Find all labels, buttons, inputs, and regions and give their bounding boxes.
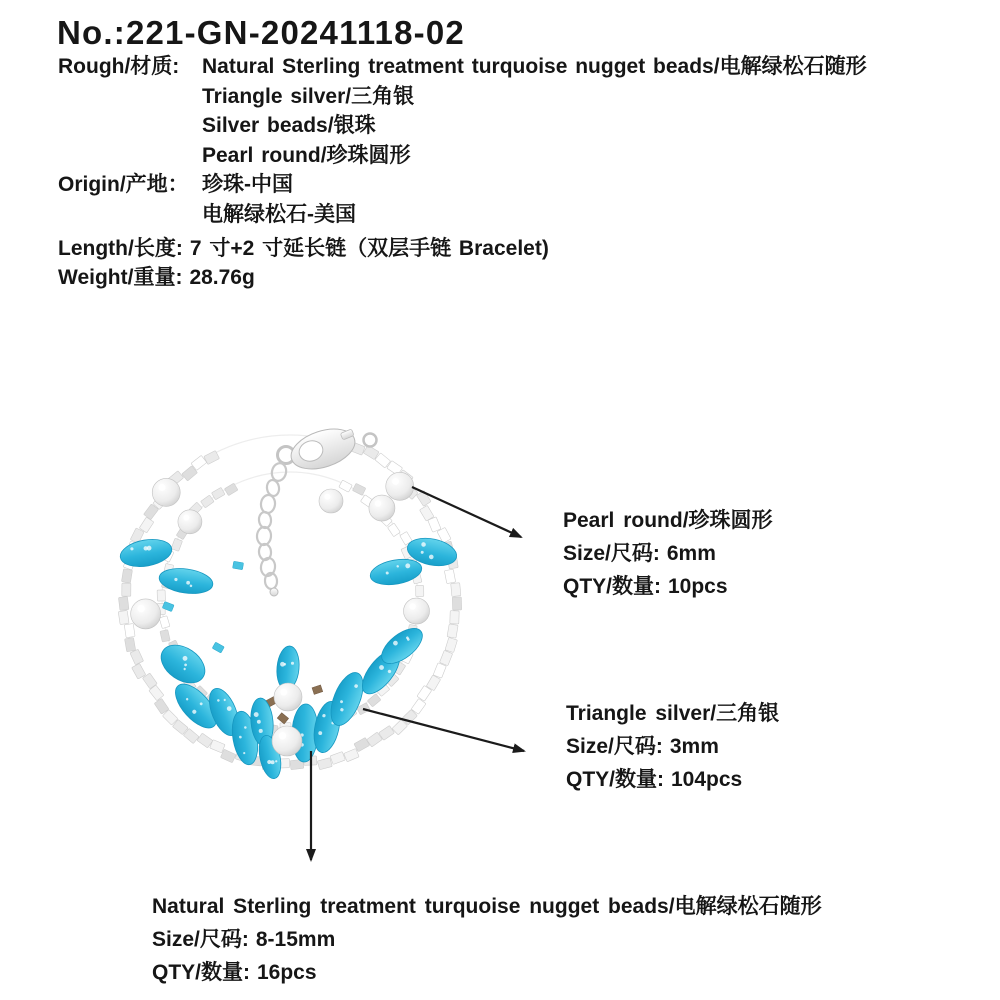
callout-triangle-silver-title: Triangle silver/三角银 [566, 702, 780, 725]
callout-turquoise-qty [152, 956, 822, 989]
qty-label: QTY/数量: [563, 575, 661, 598]
weight-value: 28.76g [189, 266, 255, 289]
rough-values [202, 52, 867, 170]
size-label: Size/尺码: [566, 735, 663, 758]
origin-values [202, 170, 356, 229]
origin-label: Origin/产地： [58, 173, 189, 196]
rough-line-pearl-round: Pearl round/珍珠圆形 [202, 143, 411, 167]
spec-row-length [58, 234, 549, 264]
size-value: 3mm [669, 735, 719, 758]
rough-line-silver-beads: Silver beads/银珠 [202, 114, 376, 137]
callout-turquoise-title: Natural Sterling treatment turquoise nugget beads/电解绿松石随形 [152, 895, 822, 918]
qty-label: QTY/数量: [566, 768, 664, 791]
bracelet-beads [118, 435, 462, 781]
qty-value: 10pcs [668, 575, 728, 598]
callout-pearl-size [563, 537, 773, 570]
origin-line-pearl: 珍珠-中国 [202, 173, 293, 196]
length-label: Length/长度: [58, 237, 183, 260]
callout-triangle-silver-qty [566, 763, 779, 796]
qty-label: QTY/数量: [152, 961, 250, 984]
callout-triangle-silver [566, 697, 779, 796]
qty-value: 16pcs [257, 961, 317, 984]
callout-triangle-silver-size [566, 730, 779, 763]
size-value: 8-15mm [255, 928, 336, 951]
rough-line-triangle-silver: Triangle silver/三角银 [202, 84, 415, 108]
extension-chain [256, 462, 288, 596]
callout-pearl [563, 504, 773, 603]
spec-row-weight [58, 263, 255, 293]
size-label: Size/尺码: [563, 542, 660, 565]
product-number: No.:221-GN-20241118-02 [57, 14, 465, 51]
origin-line-turquoise: 电解绿松石-美国 [202, 202, 356, 226]
length-value: 7 寸+2 寸延长链（双层手链 Bracelet) [189, 237, 549, 260]
arrow-pearl [412, 487, 521, 537]
callout-pearl-qty [563, 570, 773, 603]
rough-label: Rough/材质: [58, 55, 180, 78]
size-value: 6mm [666, 542, 716, 565]
weight-label: Weight/重量: [58, 266, 183, 289]
lobster-clasp [278, 422, 377, 477]
callout-arrows [311, 487, 524, 860]
arrow-triangle-silver [363, 709, 524, 751]
qty-value: 104pcs [671, 768, 743, 791]
callout-turquoise-size [152, 923, 822, 956]
callout-turquoise [152, 890, 822, 989]
callout-pearl-title: Pearl round/珍珠圆形 [563, 509, 773, 532]
size-label: Size/尺码: [152, 928, 249, 951]
rough-line-material: Natural Sterling treatment turquoise nugget beads/电解绿松石随形 [202, 55, 867, 78]
